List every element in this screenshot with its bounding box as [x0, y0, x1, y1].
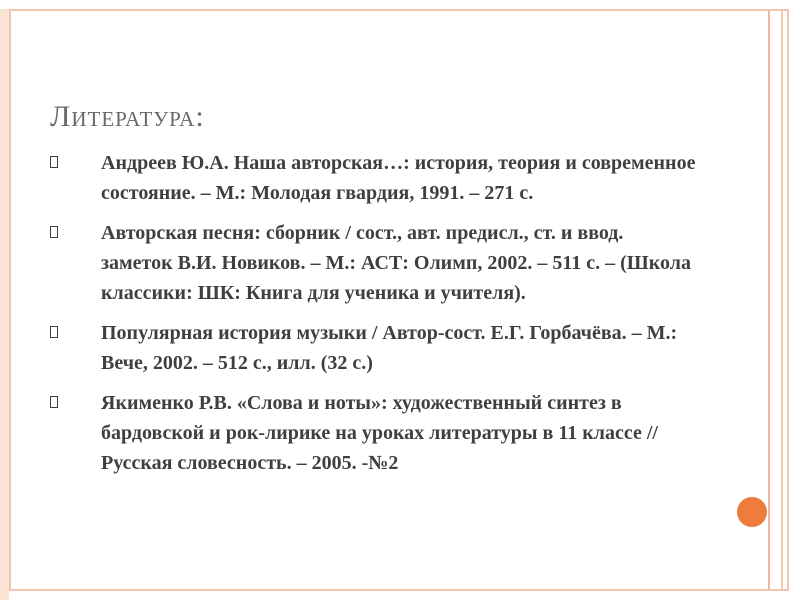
bibliography-item: [50, 148, 700, 208]
top-decorative-band: [0, 0, 800, 9]
bibliography-list: [50, 148, 700, 488]
bibliography-item-text: Андреев Ю.А. Наша авторская…: история, теория и современное состояние. – М.: Молодая гвардия, 1991. – 271 с.: [101, 152, 696, 204]
bullet-icon: [50, 226, 58, 238]
decorative-orange-dot: [737, 497, 767, 527]
bibliography-item: [50, 388, 700, 478]
slide-title: Литература:: [50, 100, 205, 134]
bullet-icon: [50, 156, 58, 168]
bibliography-item: [50, 318, 700, 378]
bibliography-item-text: Авторская песня: сборник / сост., авт. предисл., ст. и ввод. заметок В.И. Новиков. – М.: АСТ: Олимп, 2002. – 511 с. – (Школа классики: ШК: Книга для ученика и учителя).: [101, 222, 691, 304]
bibliography-item-text: Популярная история музыки / Автор-сост. Е.Г. Горбачёва. – М.: Вече, 2002. – 512 с., илл. (32 с.): [101, 322, 678, 374]
bibliography-item: [50, 218, 700, 308]
bibliography-item-text: Якименко Р.В. «Слова и ноты»: художественный синтез в бардовской и рок-лирике на уроках литературы в 11 классе // Русская словесность. – 2005. -№2: [101, 392, 658, 474]
left-decorative-band: [0, 0, 9, 600]
bullet-icon: [50, 326, 58, 338]
bullet-icon: [50, 396, 58, 408]
right-decorative-rule-outer: [781, 11, 783, 589]
right-decorative-rule: [768, 11, 770, 589]
